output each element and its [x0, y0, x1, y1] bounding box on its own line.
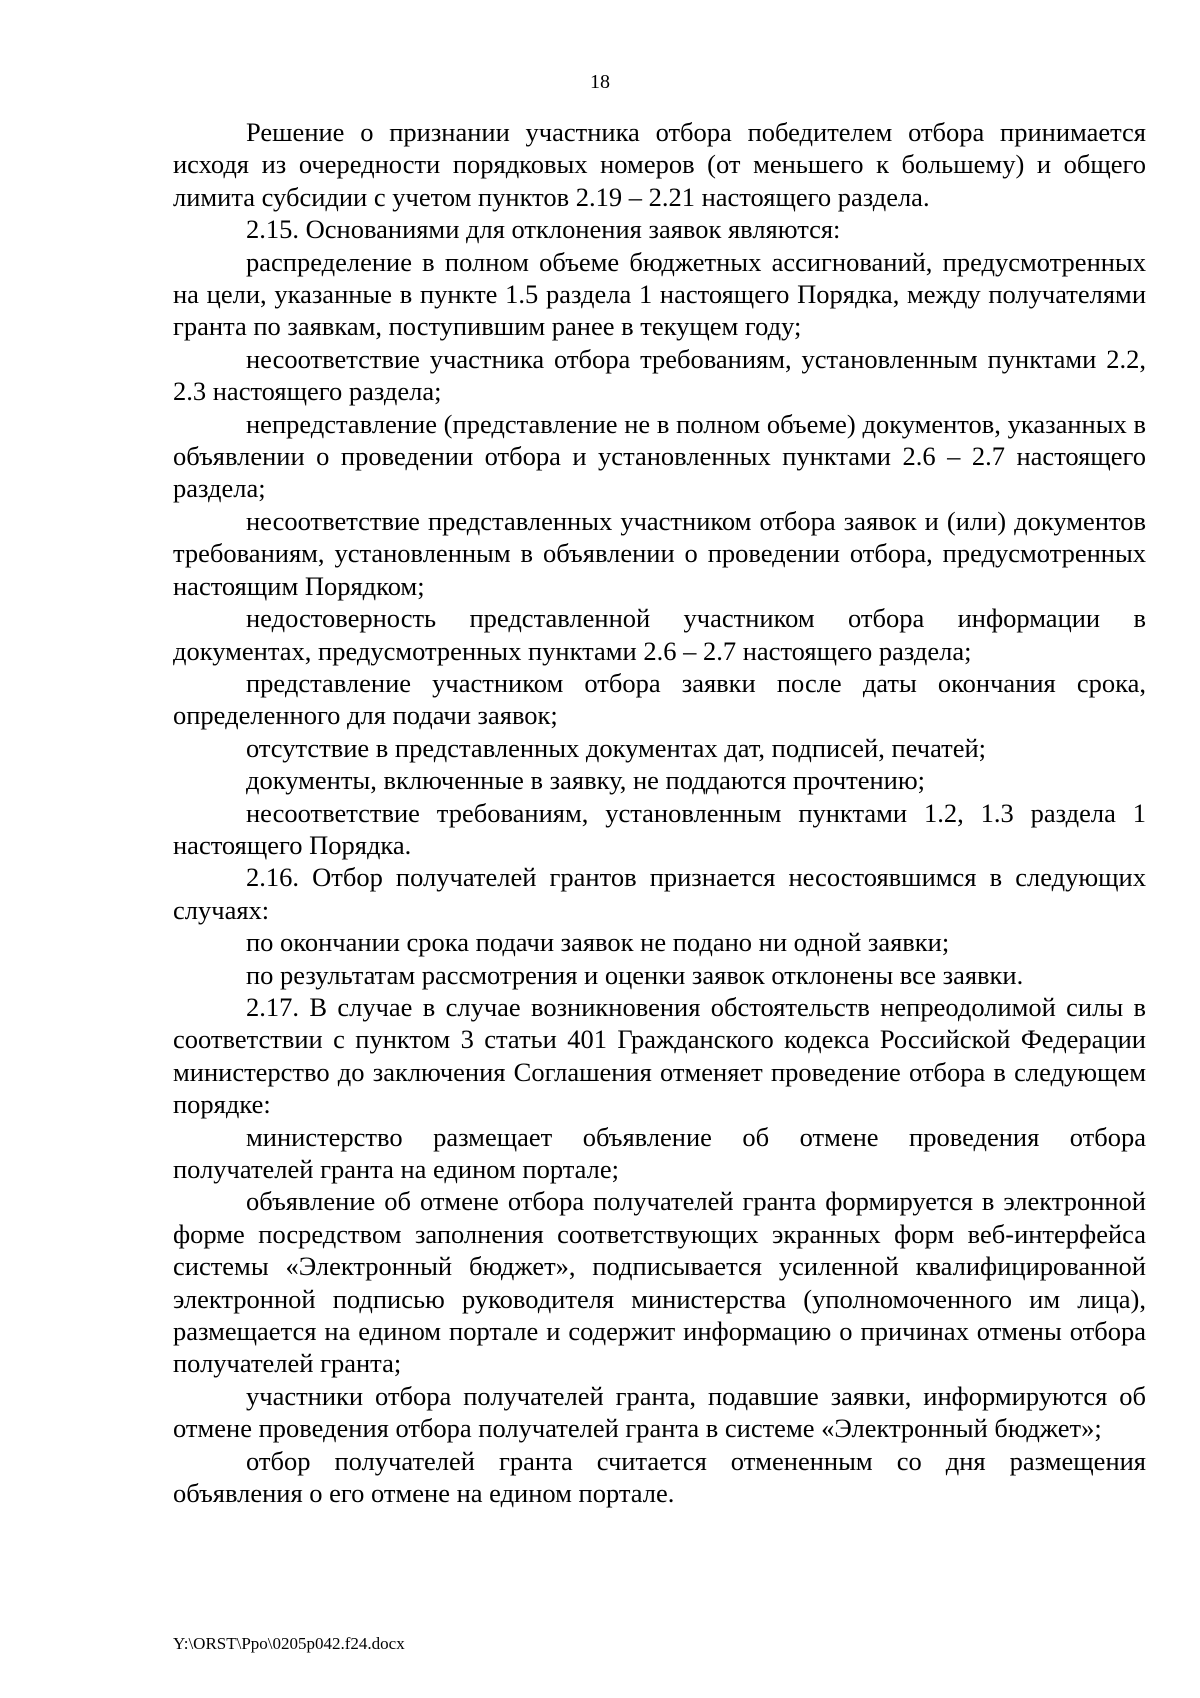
- document-body: [173, 116, 1146, 1509]
- paragraph: отсутствие в представленных документах дат, подписей, печатей;: [246, 732, 987, 763]
- paragraph: документы, включенные в заявку, не поддаются прочтению;: [246, 765, 926, 796]
- paragraph: Решение о признании участника отбора победителем отбора принимается исходя из очередности порядковых номеров (от меньшего к большему) и общего лимита субсидии с учетом пунктов 2.19 – 2.21 настоящего раздела.: [173, 117, 1146, 212]
- page-number: 18: [590, 71, 610, 93]
- footer-file-path: Y:\ORST\Ppo\0205p042.f24.docx: [173, 1634, 405, 1653]
- paragraph: по результатам рассмотрения и оценки заявок отклонены все заявки.: [246, 959, 1024, 990]
- paragraph: представление участником отбора заявки после даты окончания срока, определенного для подачи заявок;: [173, 667, 1146, 731]
- paragraph: несоответствие требованиям, установленным пунктами 1.2, 1.3 раздела 1 настоящего Порядка.: [173, 797, 1146, 860]
- paragraph: непредставление (представление не в полном объеме) документов, указанных в объявлении о проведении отбора и установленных пунктами 2.6 – 2.7 настоящего раздела;: [173, 408, 1146, 504]
- paragraph: несоответствие представленных участником отбора заявок и (или) документов требованиям, установленным в объявлении о проведении отбора, предусмотренных настоящим Порядком;: [173, 505, 1146, 601]
- paragraph: недостоверность представленной участником отбора информации в документах, предусмотренных пунктами 2.6 – 2.7 настоящего раздела;: [173, 603, 1146, 666]
- paragraph: министерство размещает объявление об отмене проведения отбора получателей гранта на едином портале;: [173, 1121, 1146, 1184]
- paragraph: распределение в полном объеме бюджетных ассигнований, предусмотренных на цели, указанные в пункте 1.5 раздела 1 настоящего Порядка, между получателями гранта по заявкам, поступившим ранее в текущем году;: [173, 246, 1146, 342]
- paragraph: участники отбора получателей гранта, подавшие заявки, информируются об отмене проведения отбора получателей гранта в системе «Электронный бюджет»;: [173, 1380, 1146, 1444]
- paragraph: по окончании срока подачи заявок не подано ни одной заявки;: [246, 927, 950, 958]
- paragraph: 2.15. Основаниями для отклонения заявок являются:: [246, 214, 841, 245]
- paragraph: 2.17. В случае в случае возникновения обстоятельств непреодолимой силы в соответствии с пунктом 3 статьи 401 Гражданского кодекса Российской Федерации министерство до заключения Соглашения отменяет проведение отбора в следующем порядке:: [173, 991, 1146, 1120]
- paragraph: объявление об отмене отбора получателей гранта формируется в электронной форме посредством заполнения соответствующих экранных форм веб-интерфейса системы «Электронный бюджет», подписывается усиленной квалифицированной электронной подписью руководителя министерства (уполномоченного им лица), размещается на едином портале и содержит информацию о причинах отмены отбора получателей гранта;: [173, 1186, 1146, 1379]
- paragraph: отбор получателей гранта считается отмененным со дня размещения объявления о его отмене на едином портале.: [173, 1445, 1146, 1509]
- paragraph: несоответствие участника отбора требованиям, установленным пунктами 2.2, 2.3 настоящего раздела;: [173, 343, 1146, 407]
- paragraph: 2.16. Отбор получателей грантов признается несостоявшимся в следующих случаях:: [173, 862, 1146, 925]
